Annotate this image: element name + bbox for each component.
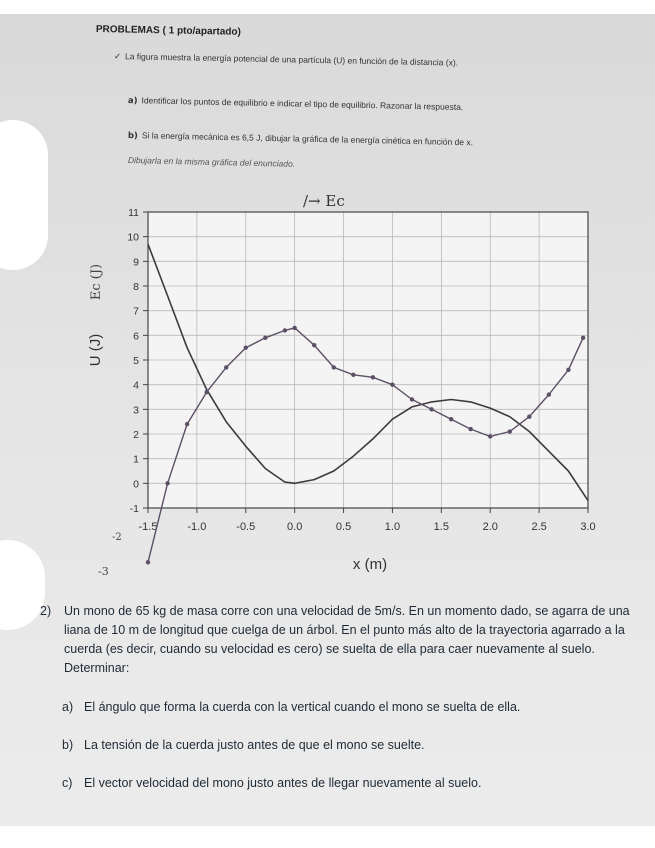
item-text: El ángulo que forma la cuerda con la vertical cuando el mono se suelta de ella.: [84, 700, 521, 714]
x-tick-label: -1.0: [187, 521, 207, 533]
y-tick-label: -1: [129, 503, 139, 515]
kinetic-energy-point: [224, 365, 228, 369]
checkmark-icon: ✓: [113, 51, 122, 63]
handwritten-neg3: -3: [98, 565, 109, 578]
y-tick-label: 3: [133, 404, 139, 417]
kinetic-energy-point: [449, 417, 453, 421]
y-tick-label: 5: [133, 355, 139, 367]
kinetic-energy-point: [283, 328, 287, 332]
kinetic-energy-point: [351, 373, 355, 377]
x-tick-label: -1.5: [138, 521, 158, 533]
kinetic-energy-point: [581, 336, 585, 340]
item-label: c): [62, 776, 73, 790]
kinetic-energy-point: [390, 382, 394, 386]
y-tick-label: 6: [133, 330, 139, 343]
item-label: b): [62, 738, 74, 752]
kinetic-energy-point: [204, 390, 208, 394]
x-tick-label: 0.0: [287, 521, 303, 533]
kinetic-energy-point: [508, 429, 512, 433]
item-label: a): [62, 700, 74, 714]
kinetic-energy-point: [244, 345, 248, 349]
handwritten-ec-legend: /→ Ec: [303, 192, 345, 210]
kinetic-energy-point: [312, 343, 316, 347]
x-tick-label: 1.0: [384, 521, 401, 533]
x-tick-label: -0.5: [236, 521, 256, 533]
chart-grid: [148, 212, 588, 508]
kinetic-energy-point: [146, 560, 150, 564]
question2-item-c: [62, 774, 652, 793]
x-axis-label: x (m): [352, 556, 388, 573]
kinetic-energy-point: [332, 365, 336, 369]
y-tick-label: 11: [128, 207, 139, 219]
x-tick-label: 1.5: [433, 521, 449, 533]
kinetic-energy-point: [527, 415, 531, 419]
x-tick-label: 2.0: [482, 521, 498, 533]
kinetic-energy-point: [488, 434, 492, 438]
question2-item-a: [62, 698, 652, 717]
kinetic-energy-point: [371, 375, 375, 379]
kinetic-energy-point: [185, 422, 189, 426]
question2-item-b: [62, 736, 652, 755]
kinetic-energy-point: [429, 407, 433, 411]
y-tick-label: 4: [133, 379, 139, 392]
part-a-label: a): [127, 95, 138, 107]
y-tick-label: 0: [133, 478, 139, 491]
y-axis-label: U (J): [87, 333, 104, 367]
part-b-text: Si la energía mecánica es 6,5 J, dibujar la gráfica de la energía cinética en función de x.: [141, 130, 474, 148]
part-b-subtext: Dibujarla en la misma gráfica del enunciado.: [127, 155, 296, 169]
handwritten-neg2: -2: [112, 532, 122, 543]
kinetic-energy-point: [547, 392, 551, 396]
part-b-label: b): [127, 130, 138, 142]
x-tick-label: 2.5: [531, 521, 547, 533]
question2-number: 2): [40, 604, 52, 618]
y-tick-label: 1: [133, 453, 139, 466]
kinetic-energy-point: [292, 326, 296, 330]
y-tick-label: 7: [133, 305, 139, 318]
kinetic-energy-point: [468, 427, 472, 431]
handwritten-ec-axis-label: Ec (J): [89, 263, 104, 301]
y-tick-label: 2: [133, 429, 139, 441]
item-text: La tensión de la cuerda justo antes de que el mono se suelte.: [84, 738, 425, 752]
problem1-statement-text: La figura muestra la energía potencial de una partícula (U) en función de la distancia (x).: [124, 51, 459, 68]
question2-text: Un mono de 65 kg de masa corre con una velocidad de 5m/s. En un momento dado, se agarra de una liana de 10 m de longitud que cuelga de un árbol. En el punto más alto de la trayectoria agarrado a la cuerda (es decir, cuando su velocidad es cero) se suelta de ella para caer nuevamente al suelo. Determinar:: [64, 604, 630, 675]
section-title: PROBLEMAS ( 1 pto/apartado): [95, 24, 241, 38]
y-tick-label: 10: [127, 231, 139, 244]
y-tick-label: 8: [133, 281, 139, 293]
kinetic-energy-point: [165, 481, 169, 485]
item-text: El vector velocidad del mono justo antes de llegar nuevamente al suelo.: [84, 776, 482, 790]
part-a-text: Identificar los puntos de equilibrio e indicar el tipo de equilibrio. Razonar la respuesta.: [141, 95, 464, 113]
x-tick-label: 3.0: [580, 521, 596, 533]
kinetic-energy-point: [566, 368, 570, 372]
kinetic-energy-point: [263, 336, 267, 340]
y-tick-label: 9: [133, 256, 139, 269]
kinetic-energy-point: [410, 397, 414, 401]
x-tick-label: 0.5: [335, 521, 352, 533]
